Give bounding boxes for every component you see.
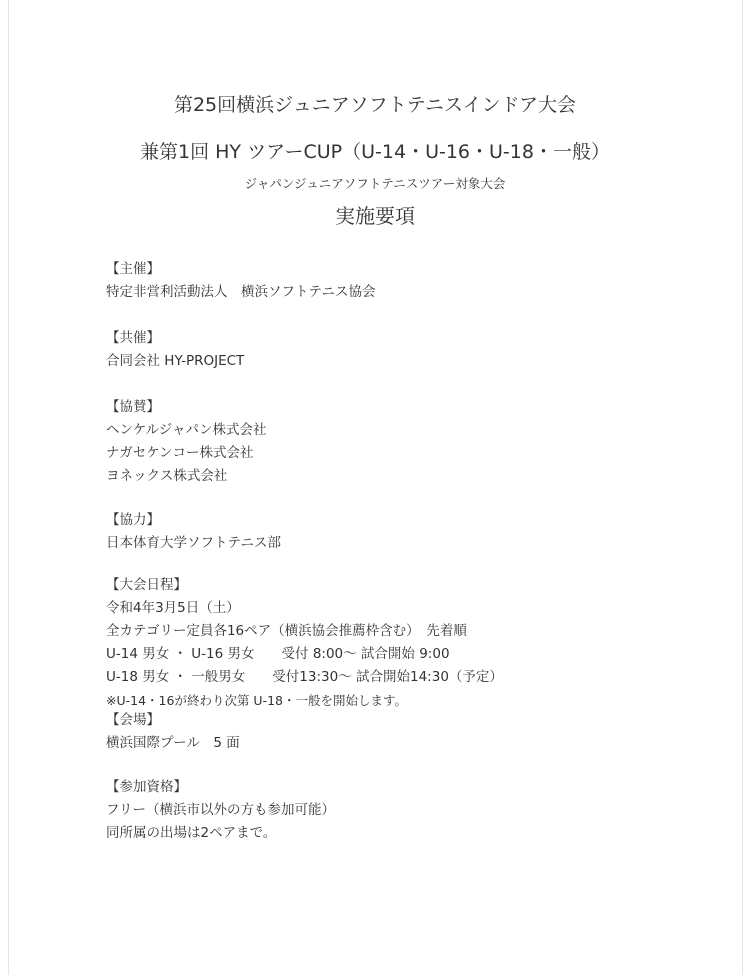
section-schedule bbox=[106, 574, 503, 712]
section-eligibility bbox=[106, 776, 335, 845]
section-line: ※U-14・16が終わり次第 U-18・一般を開始します。 bbox=[106, 693, 407, 708]
section-line: ナガセケンコー株式会社 bbox=[106, 445, 254, 461]
section-label: 【主催】 bbox=[106, 261, 160, 277]
section-line: 令和4年3月5日（土） bbox=[106, 600, 240, 616]
section-label: 【協賛】 bbox=[106, 399, 160, 415]
section-line: U-14 男女 ・ U-16 男女 受付 8:00～ 試合開始 9:00 bbox=[106, 646, 450, 662]
section-line: 全カテゴリー定員各16ペア（横浜協会推薦枠含む） 先着順 bbox=[106, 623, 467, 639]
section-line: フリー（横浜市以外の方も参加可能） bbox=[106, 802, 335, 818]
section-label: 【会場】 bbox=[106, 712, 160, 728]
section-sponsors bbox=[106, 396, 266, 488]
document-subtitle: 兼第1回 HY ツアーCUP（U-14・U-16・U-18・一般） bbox=[140, 141, 610, 163]
section-line: 同所属の出場は2ペアまで。 bbox=[106, 825, 277, 841]
section-line: ヨネックス株式会社 bbox=[106, 468, 228, 484]
section-label: 【大会日程】 bbox=[106, 577, 187, 593]
document-note: ジャパンジュニアソフトテニスツアー対象大会 bbox=[244, 176, 506, 191]
section-line: U-18 男女 ・ 一般男女 受付13:30～ 試合開始14:30（予定） bbox=[106, 669, 503, 685]
section-label: 【共催】 bbox=[106, 330, 160, 346]
section-line: 特定非営利活動法人 横浜ソフトテニス協会 bbox=[106, 284, 376, 300]
section-line: 日本体育大学ソフトテニス部 bbox=[106, 535, 281, 551]
section-line: ヘンケルジャパン株式会社 bbox=[106, 422, 267, 438]
document-title: 第25回横浜ジュニアソフトテニスインドア大会 bbox=[173, 94, 577, 116]
section-venue bbox=[106, 709, 240, 755]
document-heading: 実施要項 bbox=[335, 204, 415, 228]
section-organizer bbox=[106, 258, 375, 304]
section-line: 合同会社 HY-PROJECT bbox=[106, 353, 245, 369]
section-co-host bbox=[106, 327, 244, 373]
section-label: 【参加資格】 bbox=[106, 779, 187, 795]
section-label: 【協力】 bbox=[106, 512, 160, 528]
section-line: 横浜国際プール 5 面 bbox=[106, 735, 240, 751]
section-cooperation bbox=[106, 509, 281, 555]
